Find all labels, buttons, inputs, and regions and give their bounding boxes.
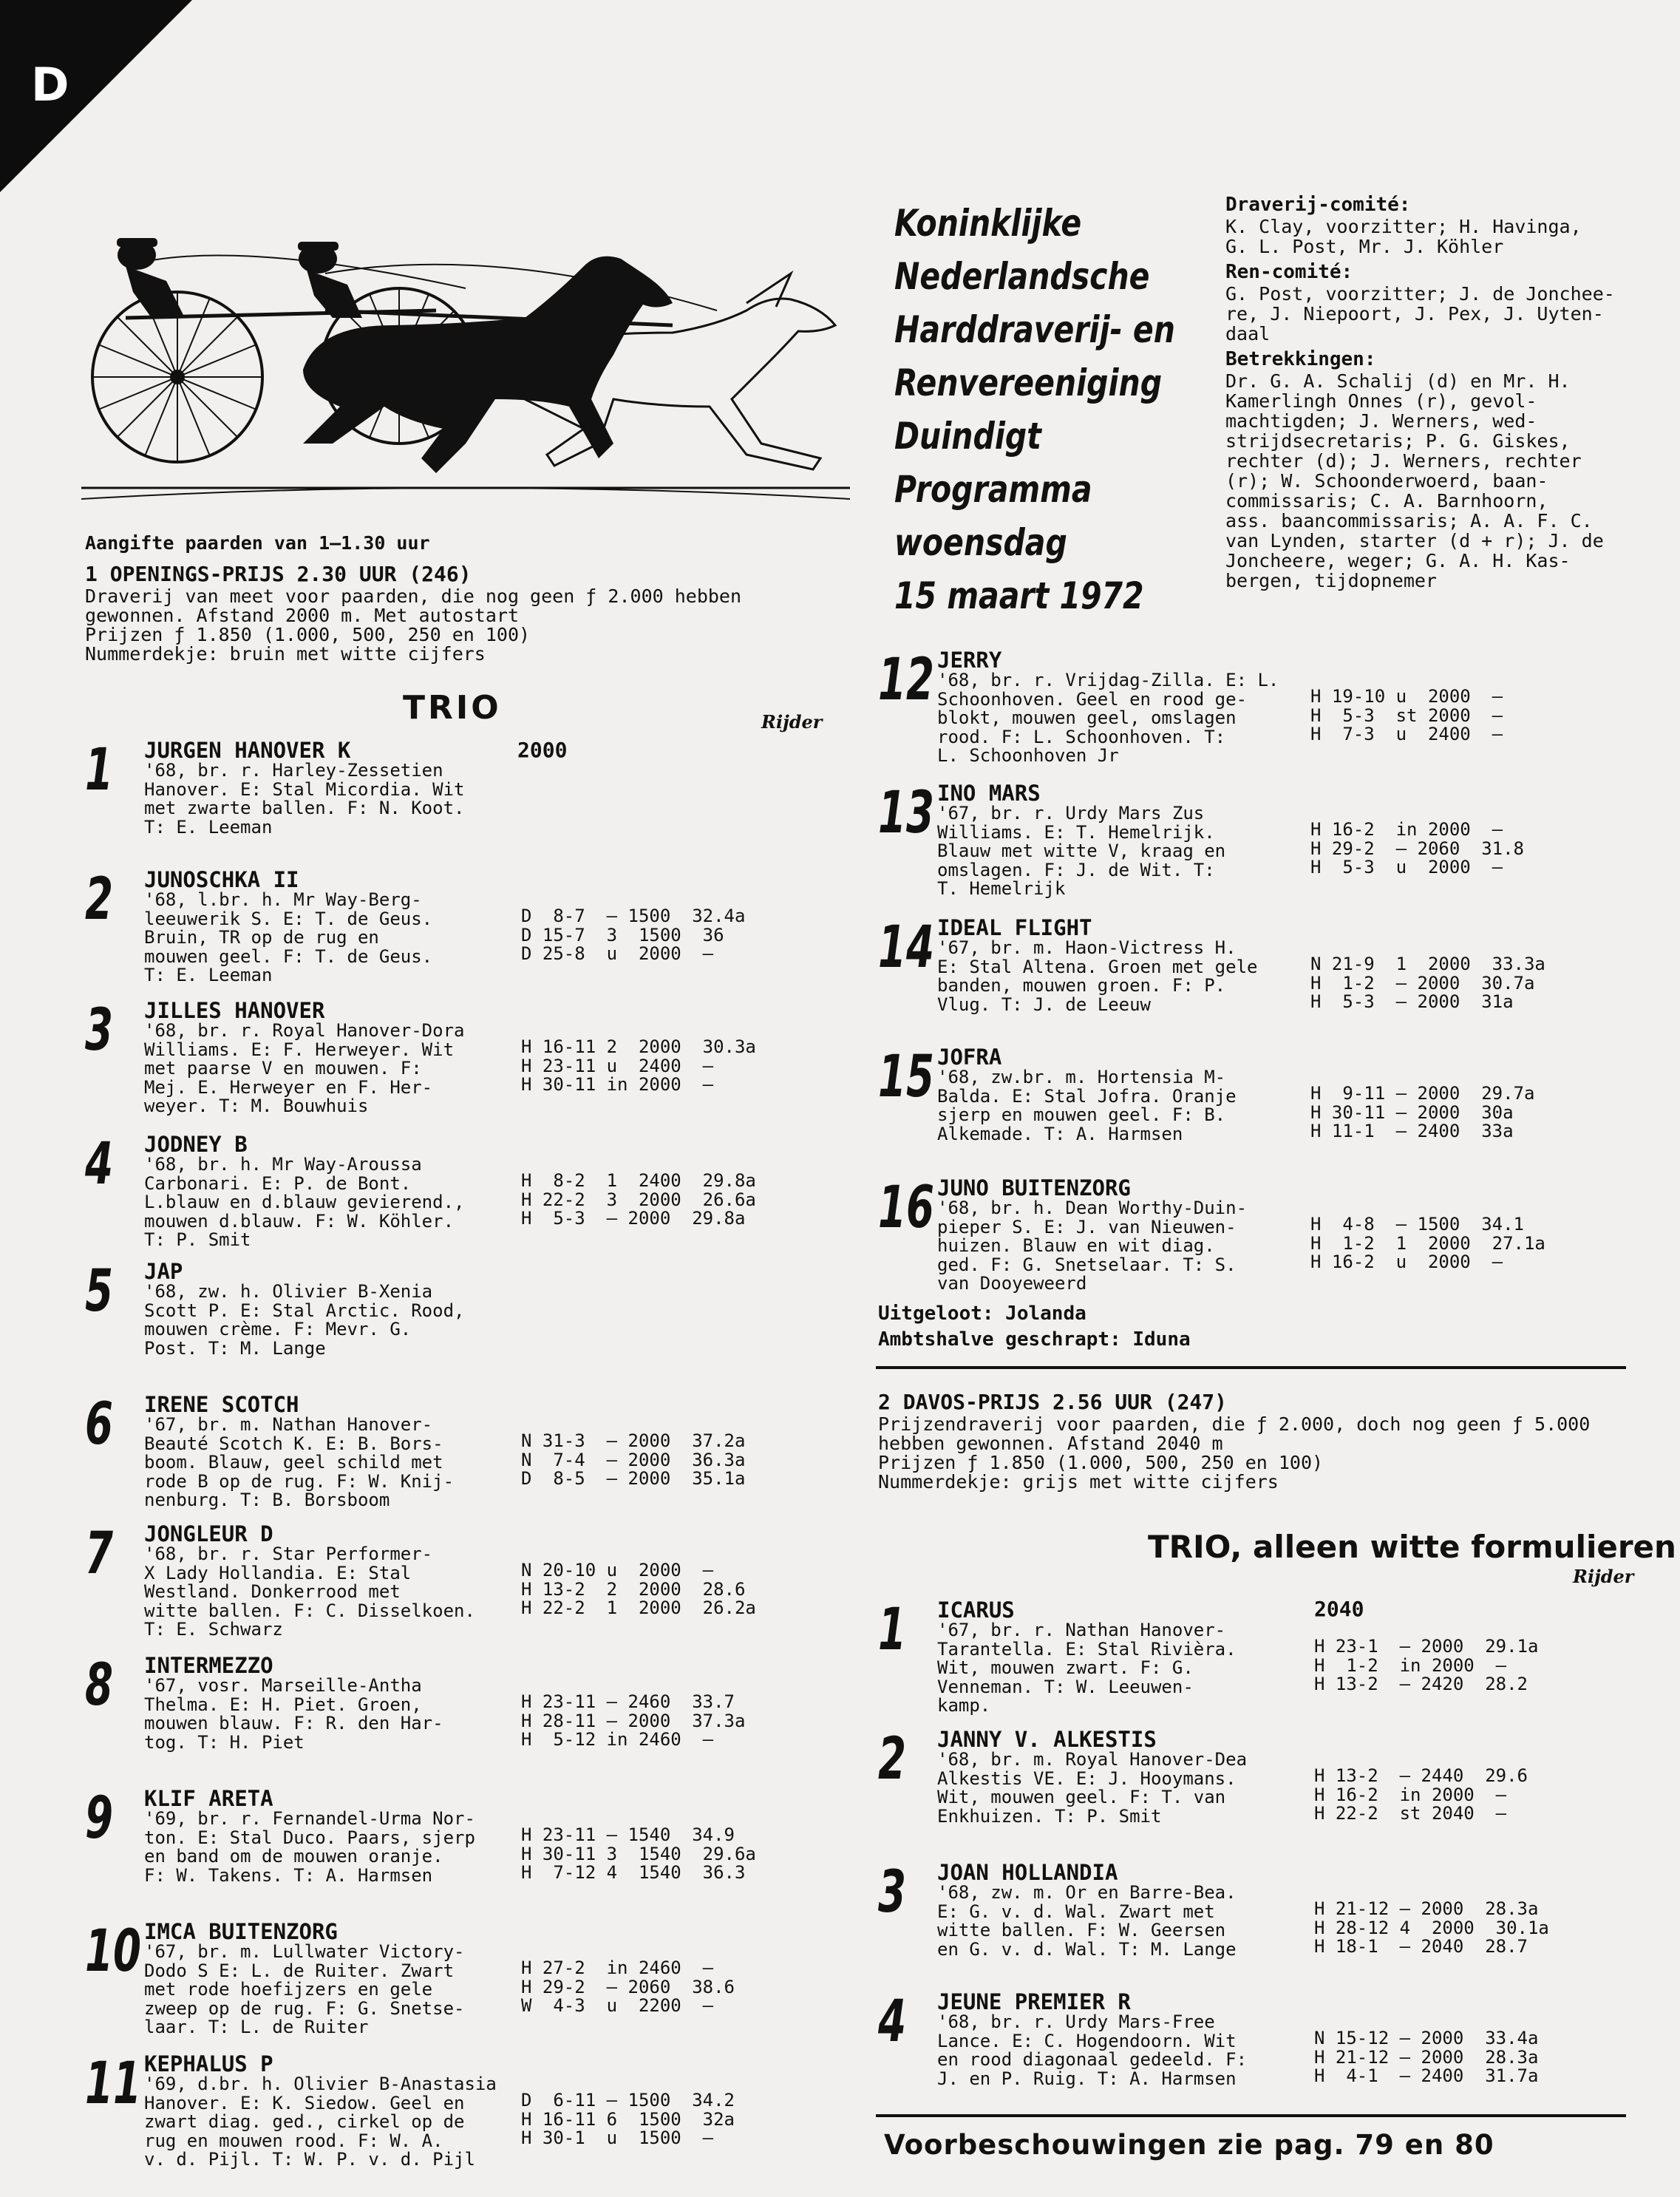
recent-results: H 23-11 — 1540 34.9 H 30-11 3 1540 29.6a H 7-12 4 1540 36.3 (521, 1824, 756, 1883)
horse-description: '69, br. r. Fernandel-Urma Nor- ton. E: Stal Duco. Paars, sjerp en band om de mouwen oranje. F: W. Takens. T: A. Harmsen (144, 1808, 475, 1886)
horse-name: INO MARS (937, 781, 1041, 806)
recent-results: H 27-2 in 2460 — H 29-2 — 2060 38.6 W 4-3 u 2200 — (521, 1957, 735, 2016)
horse-name: JODNEY B (144, 1132, 248, 1157)
aangifte: Aangifte paarden van 1—1.30 uur (85, 532, 430, 554)
horse-description: '68, br. r. Royal Hanover-Dora Williams. E: F. Herweyer. Wit met paarse V en mouwen. F: Mej. E. Herweyer en F. Her- weyer. T: M. Bouwhuis (144, 1020, 465, 1116)
start-number: 2 (878, 1726, 906, 1793)
uitgeloot: Uitgeloot: Jolanda (878, 1303, 1086, 1325)
start-number: 7 (85, 1521, 113, 1587)
horse-description: '68, br. r. Star Performer- X Lady Hollandia. E: Stal Westland. Donkerrood met witte ballen. F: C. Disselkoen. T: E. Schwarz (144, 1544, 475, 1640)
recent-results: H 23-11 — 2460 33.7 H 28-11 — 2000 37.3a H 5-12 in 2460 — (521, 1691, 746, 1750)
horse-description: '68, br. r. Urdy Mars-Free Lance. E: C. Hogendoorn. Wit en rood diagonaal gedeeld. F: J. en P. Ruig. T: A. Harmsen (937, 2011, 1248, 2089)
recent-results: H 16-11 2 2000 30.3a H 23-11 u 2400 — H 30-11 in 2000 — (521, 1036, 756, 1095)
horse-description: '68, br. r. Vrijdag-Zilla. E: L. Schoonhoven. Geel en rood ge- blokt, mouwen geel, omslagen rood. F: L. Schoonhoven. T: L. Schoonhoven Jr (937, 670, 1279, 766)
horse-description: '67, br. m. Haon-Victress H. E: Stal Altena. Groen met gele banden, mouwen groen. F: P. Vlug. T: J. de Leeuw (937, 937, 1258, 1015)
recent-results: N 20-10 u 2000 — H 13-2 2 2000 28.6 H 22-2 1 2000 26.2a (521, 1560, 756, 1618)
horse-name: JOFRA (937, 1045, 1002, 1070)
horse-name: JOAN HOLLANDIA (937, 1860, 1118, 1885)
start-number: 4 (878, 1989, 906, 2055)
geschrapt: Ambtshalve geschrapt: Iduna (878, 1328, 1191, 1351)
horse-description: '68, br. h. Mr Way-Aroussa Carbonari. E: P. de Bont. L.blauw en d.blauw gevierend., mouwen d.blauw. F: W. Köhler. T: P. Smit (144, 1154, 465, 1250)
committee-text: K. Clay, voorzitter; H. Havinga, G. L. Post, Mr. J. Köhler (1225, 216, 1582, 257)
start-number: 4 (85, 1131, 113, 1198)
committee-heading: Betrekkingen: (1225, 348, 1376, 370)
recent-results: H 4-8 — 1500 34.1 H 1-2 1 2000 27.1a H 16-2 u 2000 — (1310, 1214, 1545, 1272)
start-number: 11 (85, 2051, 141, 2117)
horse-description: '68, br. m. Royal Hanover-Dea Alkestis VE. E: J. Hooymans. Wit, mouwen geel. F: T. van Enkhuizen. T: P. Smit (937, 1749, 1248, 1827)
horse-description: '69, d.br. h. Olivier B-Anastasia Hanover. E: K. Siedow. Geel en zwart diag. ged., cirkel op de rug en mouwen rood. F: W. A. v. d. Pijl. T: W. P. v. d. Pijl (144, 2074, 497, 2170)
horse-description: '68, zw. h. Olivier B-Xenia Scott P. E: Stal Arctic. Rood, mouwen crème. F: Mevr. G. Post. T: M. Lange (144, 1281, 465, 1359)
recent-results: N 21-9 1 2000 33.3a H 1-2 — 2000 30.7a H 5-3 — 2000 31a (1310, 954, 1545, 1012)
race1-title: 1 OPENINGS-PRIJS 2.30 UUR (246) (85, 562, 472, 586)
recent-results: N 31-3 — 2000 37.2a N 7-4 — 2000 36.3a D 8-5 — 2000 35.1a (521, 1430, 746, 1489)
horse-name: IDEAL FLIGHT (937, 915, 1092, 940)
start-number: 3 (878, 1859, 906, 1926)
race1-header (85, 531, 832, 664)
title-line: 15 maart 1972 (894, 574, 1144, 617)
horse-name: JEUNE PREMIER R (937, 1989, 1131, 2014)
start-number: 5 (85, 1258, 113, 1325)
horse-name: ICARUS (937, 1597, 1015, 1623)
race2-trio: TRIO, alleen witte formulieren (1148, 1529, 1676, 1565)
horse-name: IMCA BUITENZORG (144, 1919, 338, 1944)
horse-name: JILLES HANOVER (144, 998, 325, 1023)
horse-name: JAP (144, 1259, 183, 1284)
start-number: 15 (878, 1044, 934, 1110)
start-number: 2 (85, 866, 113, 933)
title-line: Nederlandsche (894, 255, 1150, 298)
title-line: woensdag (894, 521, 1067, 564)
race2-title: 2 DAVOS-PRIJS 2.56 UUR (247) (878, 1390, 1228, 1414)
race1-distance: 2000 (517, 738, 568, 762)
horse-name: JERRY (937, 648, 1002, 673)
start-number: 13 (878, 780, 934, 846)
horse-description: '67, vosr. Marseille-Antha Thelma. E: H. Piet. Groen, mouwen blauw. F: R. den Har- tog. T: H. Piet (144, 1675, 443, 1753)
horse-description: '67, br. r. Urdy Mars Zus Williams. E: T. Hemelrijk. Blauw met witte V, kraag en omslagen. F: J. de Wit. T: T. Hemelrijk (937, 803, 1226, 899)
corner-tab (0, 0, 192, 192)
committee-text: Dr. G. A. Schalij (d) en Mr. H. Kamerlingh Onnes (r), gevol- machtigden; J. Werners, wed- strijdsecretaris; P. G. Giskes, rechter (d); J. Werners, rechter (r); W. Schoonderwoerd, baan- commissaris; C. A. Barnhoorn, ass. baancommissaris; A. A. F. C. van Lynden, starter (d + r); J. de Joncheere, weger; G. A. H. Kas- bergen, tijdopnemer (1225, 370, 1604, 591)
horse-name: JANNY V. ALKESTIS (937, 1727, 1157, 1752)
footer-note: Voorbeschouwingen zie pag. 79 en 80 (884, 2129, 1494, 2161)
race2-header (878, 1390, 1632, 1492)
committee-heading: Draverij-comité: (1225, 194, 1411, 216)
horse-description: '68, br. h. Dean Worthy-Duin- pieper S. E: J. van Nieuwen- huizen. Blauw en wit diag. ged. F: G. Snetselaar. T: S. van Dooyeweerd (937, 1198, 1248, 1294)
horse-name: INTERMEZZO (144, 1653, 273, 1678)
start-number: 1 (85, 737, 113, 804)
horse-description: '67, br. m. Nathan Hanover- Beauté Scotch K. E: B. Bors- boom. Blauw, geel schild met rode B op de rug. F: W. Knij- nenburg. T: B. Borsboom (144, 1414, 455, 1510)
horse-description: '68, br. r. Harley-Zessetien Hanover. E: Stal Micordia. Wit met zwarte ballen. F: N. Koot. T: E. Leeman (144, 760, 465, 838)
race1-trio: TRIO (403, 689, 502, 727)
section-divider (876, 1366, 1626, 1369)
horse-description: '68, l.br. h. Mr Way-Berg- leeuwerik S. E: T. de Geus. Bruin, TR op de rug en mouwen geel. F: T. de Geus. T: E. Leeman (144, 889, 433, 985)
recent-results: H 8-2 1 2400 29.8a H 22-2 3 2000 26.6a H 5-3 — 2000 29.8a (521, 1170, 756, 1229)
start-number: 12 (878, 647, 934, 713)
race2-distance: 2040 (1314, 1597, 1364, 1621)
start-number: 1 (878, 1597, 906, 1663)
recent-results: H 21-12 — 2000 28.3a H 28-12 4 2000 30.1a H 18-1 — 2040 28.7 (1314, 1898, 1549, 1957)
start-number: 14 (878, 914, 934, 981)
recent-results: H 16-2 in 2000 — H 29-2 — 2060 31.8 H 5-3 u 2000 — (1310, 819, 1524, 877)
recent-results: H 9-11 — 2000 29.7a H 30-11 — 2000 30a H 11-1 — 2400 33a (1310, 1083, 1535, 1141)
harness-racing-illustration (81, 222, 850, 517)
horse-name: JUNOSCHKA II (144, 867, 299, 892)
recent-results: H 23-1 — 2000 29.1a H 1-2 in 2000 — H 13-2 — 2420 28.2 (1314, 1636, 1539, 1694)
race2-rijder-label: Rijder (1573, 1566, 1634, 1587)
committee-block (1225, 194, 1632, 591)
start-number: 3 (85, 997, 113, 1064)
horse-name: KEPHALUS P (144, 2051, 273, 2077)
committee-heading: Ren-comité: (1225, 261, 1353, 283)
horse-description: '67, br. r. Nathan Hanover- Tarantella. E: Stal Rivièra. Wit, mouwen zwart. F: G. Venneman. T: W. Leeuwen- kamp. (937, 1620, 1237, 1716)
horse-name: JUNO BUITENZORG (937, 1175, 1131, 1201)
race2-description: Prijzendraverij voor paarden, die ƒ 2.000, doch nog geen ƒ 5.000 hebben gewonnen. Afstand 2040 m Prijzen ƒ 1.850 (1.000, 500, 250 en 100) Nummerdekje: grijs met witte cijfers (878, 1413, 1591, 1493)
start-number: 16 (878, 1175, 934, 1241)
horse-name: JURGEN HANOVER K (144, 738, 351, 763)
horse-description: '68, zw.br. m. Hortensia M- Balda. E: Stal Jofra. Oranje sjerp en mouwen geel. F: B. Alkemade. T: A. Harmsen (937, 1067, 1237, 1144)
start-number: 8 (85, 1652, 113, 1719)
title-line: Programma (894, 468, 1092, 511)
recent-results: D 6-11 — 1500 34.2 H 16-11 6 1500 32a H 30-1 u 1500 — (521, 2090, 735, 2148)
horse-name: KLIF ARETA (144, 1786, 273, 1811)
committee-text: G. Post, voorzitter; J. de Jonchee- re, J. Niepoort, J. Pex, J. Uyten- daal (1225, 283, 1615, 344)
horse-description: '68, zw. m. Or en Barre-Bea. E: G. v. d. Wal. Zwart met witte ballen. F: W. Geersen en G. v. d. Wal. T: M. Lange (937, 1882, 1237, 1960)
recent-results: D 8-7 — 1500 32.4a D 15-7 3 1500 36 D 25-8 u 2000 — (521, 906, 746, 964)
recent-results: H 13-2 — 2440 29.6 H 16-2 in 2000 — H 22-2 st 2040 — (1314, 1765, 1528, 1824)
race1-description: Draverij van meet voor paarden, die nog geen ƒ 2.000 hebben gewonnen. Afstand 2000 m. Met autostart Prijzen ƒ 1.850 (1.000, 500, 250 en 100) Nummerdekje: bruin met witte cijfers (85, 585, 742, 665)
program-title (894, 197, 1237, 622)
corner-letter: D (31, 58, 69, 112)
start-number: 10 (85, 1918, 141, 1985)
race1-rijder-label: Rijder (761, 711, 823, 733)
recent-results: H 19-10 u 2000 — H 5-3 st 2000 — H 7-3 u 2400 — (1310, 686, 1503, 744)
title-line: Renvereeniging (894, 361, 1163, 404)
title-line: Duindigt (894, 415, 1041, 458)
recent-results: N 15-12 — 2000 33.4a H 21-12 — 2000 28.3a H 4-1 — 2400 31.7a (1314, 2028, 1539, 2086)
start-number: 6 (85, 1391, 113, 1458)
title-line: Koninklijke (894, 202, 1082, 245)
start-number: 9 (85, 1785, 113, 1852)
title-line: Harddraverij- en (894, 308, 1175, 351)
horse-name: IRENE SCOTCH (144, 1392, 299, 1417)
horse-name: JONGLEUR D (144, 1521, 273, 1546)
horse-description: '67, br. m. Lullwater Victory- Dodo S E: L. de Ruiter. Zwart met rode hoefijzers en gele zweep op de rug. F: G. Snetse- laar. T: L. de Ruiter (144, 1941, 465, 2037)
footer-divider (876, 2114, 1626, 2117)
